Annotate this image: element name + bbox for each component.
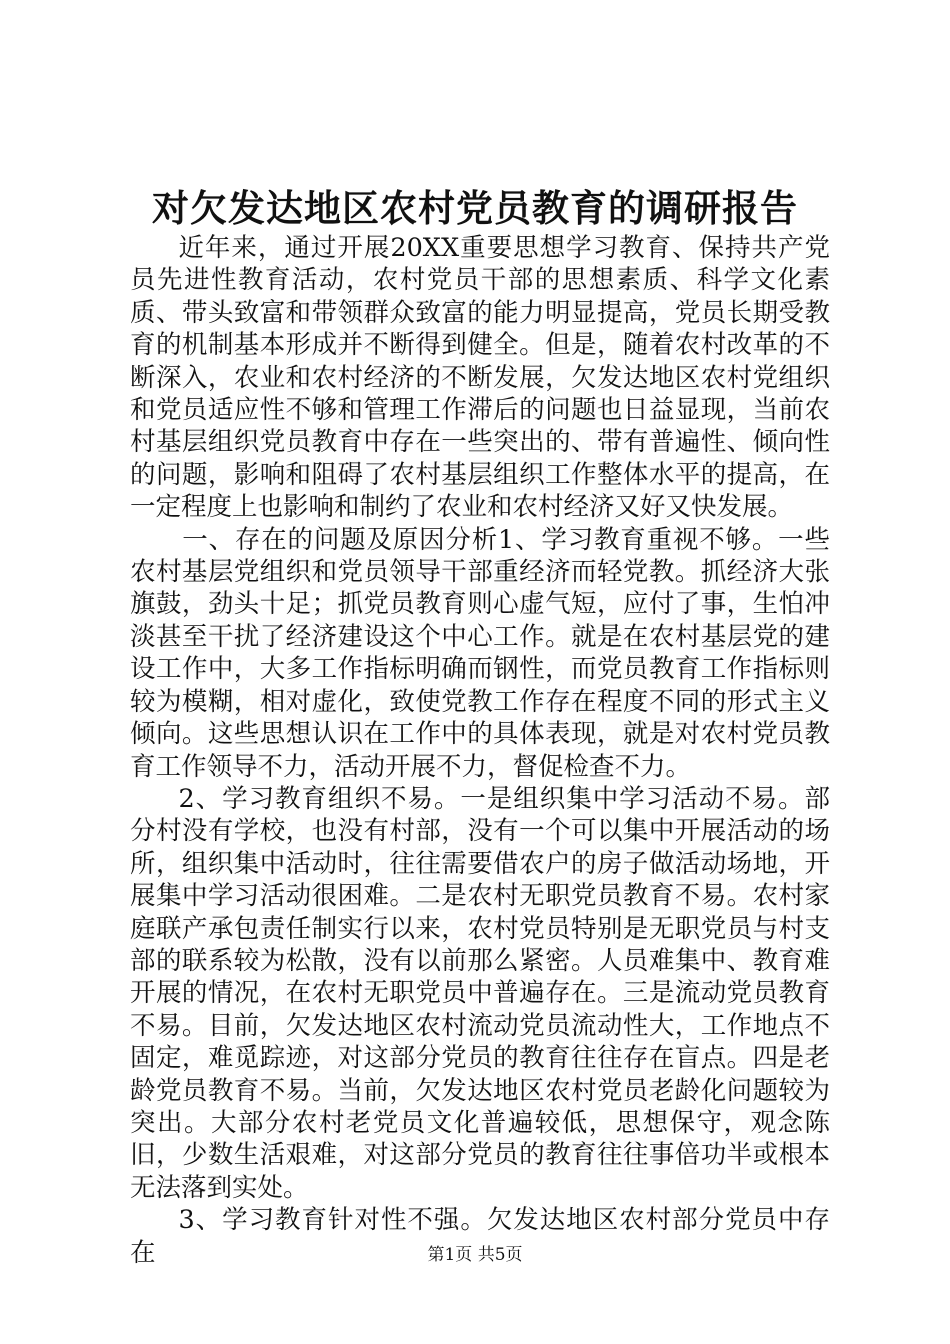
- document-body: [130, 232, 830, 1269]
- document-title: 对欠发达地区农村党员教育的调研报告: [152, 186, 798, 230]
- page-footer: 第1页 共5页: [427, 1245, 523, 1265]
- paragraph-section-one: 一、存在的问题及原因分析1、学习教育重视不够。一些农村基层党组织和党员领导干部重经济而轻党教。抓经济大张旗鼓，劲头十足；抓党员教育则心虚气短，应付了事，生怕冲淡甚至干扰了经济建设这个中心工作。就是在农村基层党的建设工作中，大多工作指标明确而钢性，而党员教育工作指标则较为模糊，相对虚化，致使党教工作存在程度不同的形式主义倾向。这些思想认识在工作中的具体表现，就是对农村党员教育工作领导不力，活动开展不力，督促检查不力。: [130, 524, 830, 782]
- paragraph-item-three: 3、学习教育针对性不强。欠发达地区农村部分党员中存在: [130, 1205, 830, 1268]
- paragraph-intro: 近年来，通过开展20XX重要思想学习教育、保持共产党员先进性教育活动，农村党员干部的思想素质、科学文化素质、带头致富和带领群众致富的能力明显提高，党员长期受教育的机制基本形成并不断得到健全。但是，随着农村改革的不断深入，农业和农村经济的不断发展，欠发达地区农村党组织和党员适应性不够和管理工作滞后的问题也日益显现，当前农村基层组织党员教育中存在一些突出的、带有普遍性、倾向性的问题，影响和阻碍了农村基层组织工作整体水平的提高，在一定程度上也影响和制约了农业和农村经济又好又快发展。: [130, 233, 830, 523]
- paragraph-item-two: 2、学习教育组织不易。一是组织集中学习活动不易。部分村没有学校，也没有村部，没有一个可以集中开展活动的场所，组织集中活动时，往往需要借农户的房子做活动场地，开展集中学习活动很困难。二是农村无职党员教育不易。农村家庭联产承包责任制实行以来，农村党员特别是无职党员与村支部的联系较为松散，没有以前那么紧密。人员难集中、教育难开展的情况，在农村无职党员中普遍存在。三是流动党员教育不易。目前，欠发达地区农村流动党员流动性大，工作地点不固定，难觅踪迹，对这部分党员的教育往往存在盲点。四是老龄党员教育不易。当前，欠发达地区农村党员老龄化问题较为突出。大部分农村老党员文化普遍较低，思想保守，观念陈旧，少数生活艰难，对这部分党员的教育往往事倍功半或根本无法落到实处。: [130, 783, 830, 1203]
